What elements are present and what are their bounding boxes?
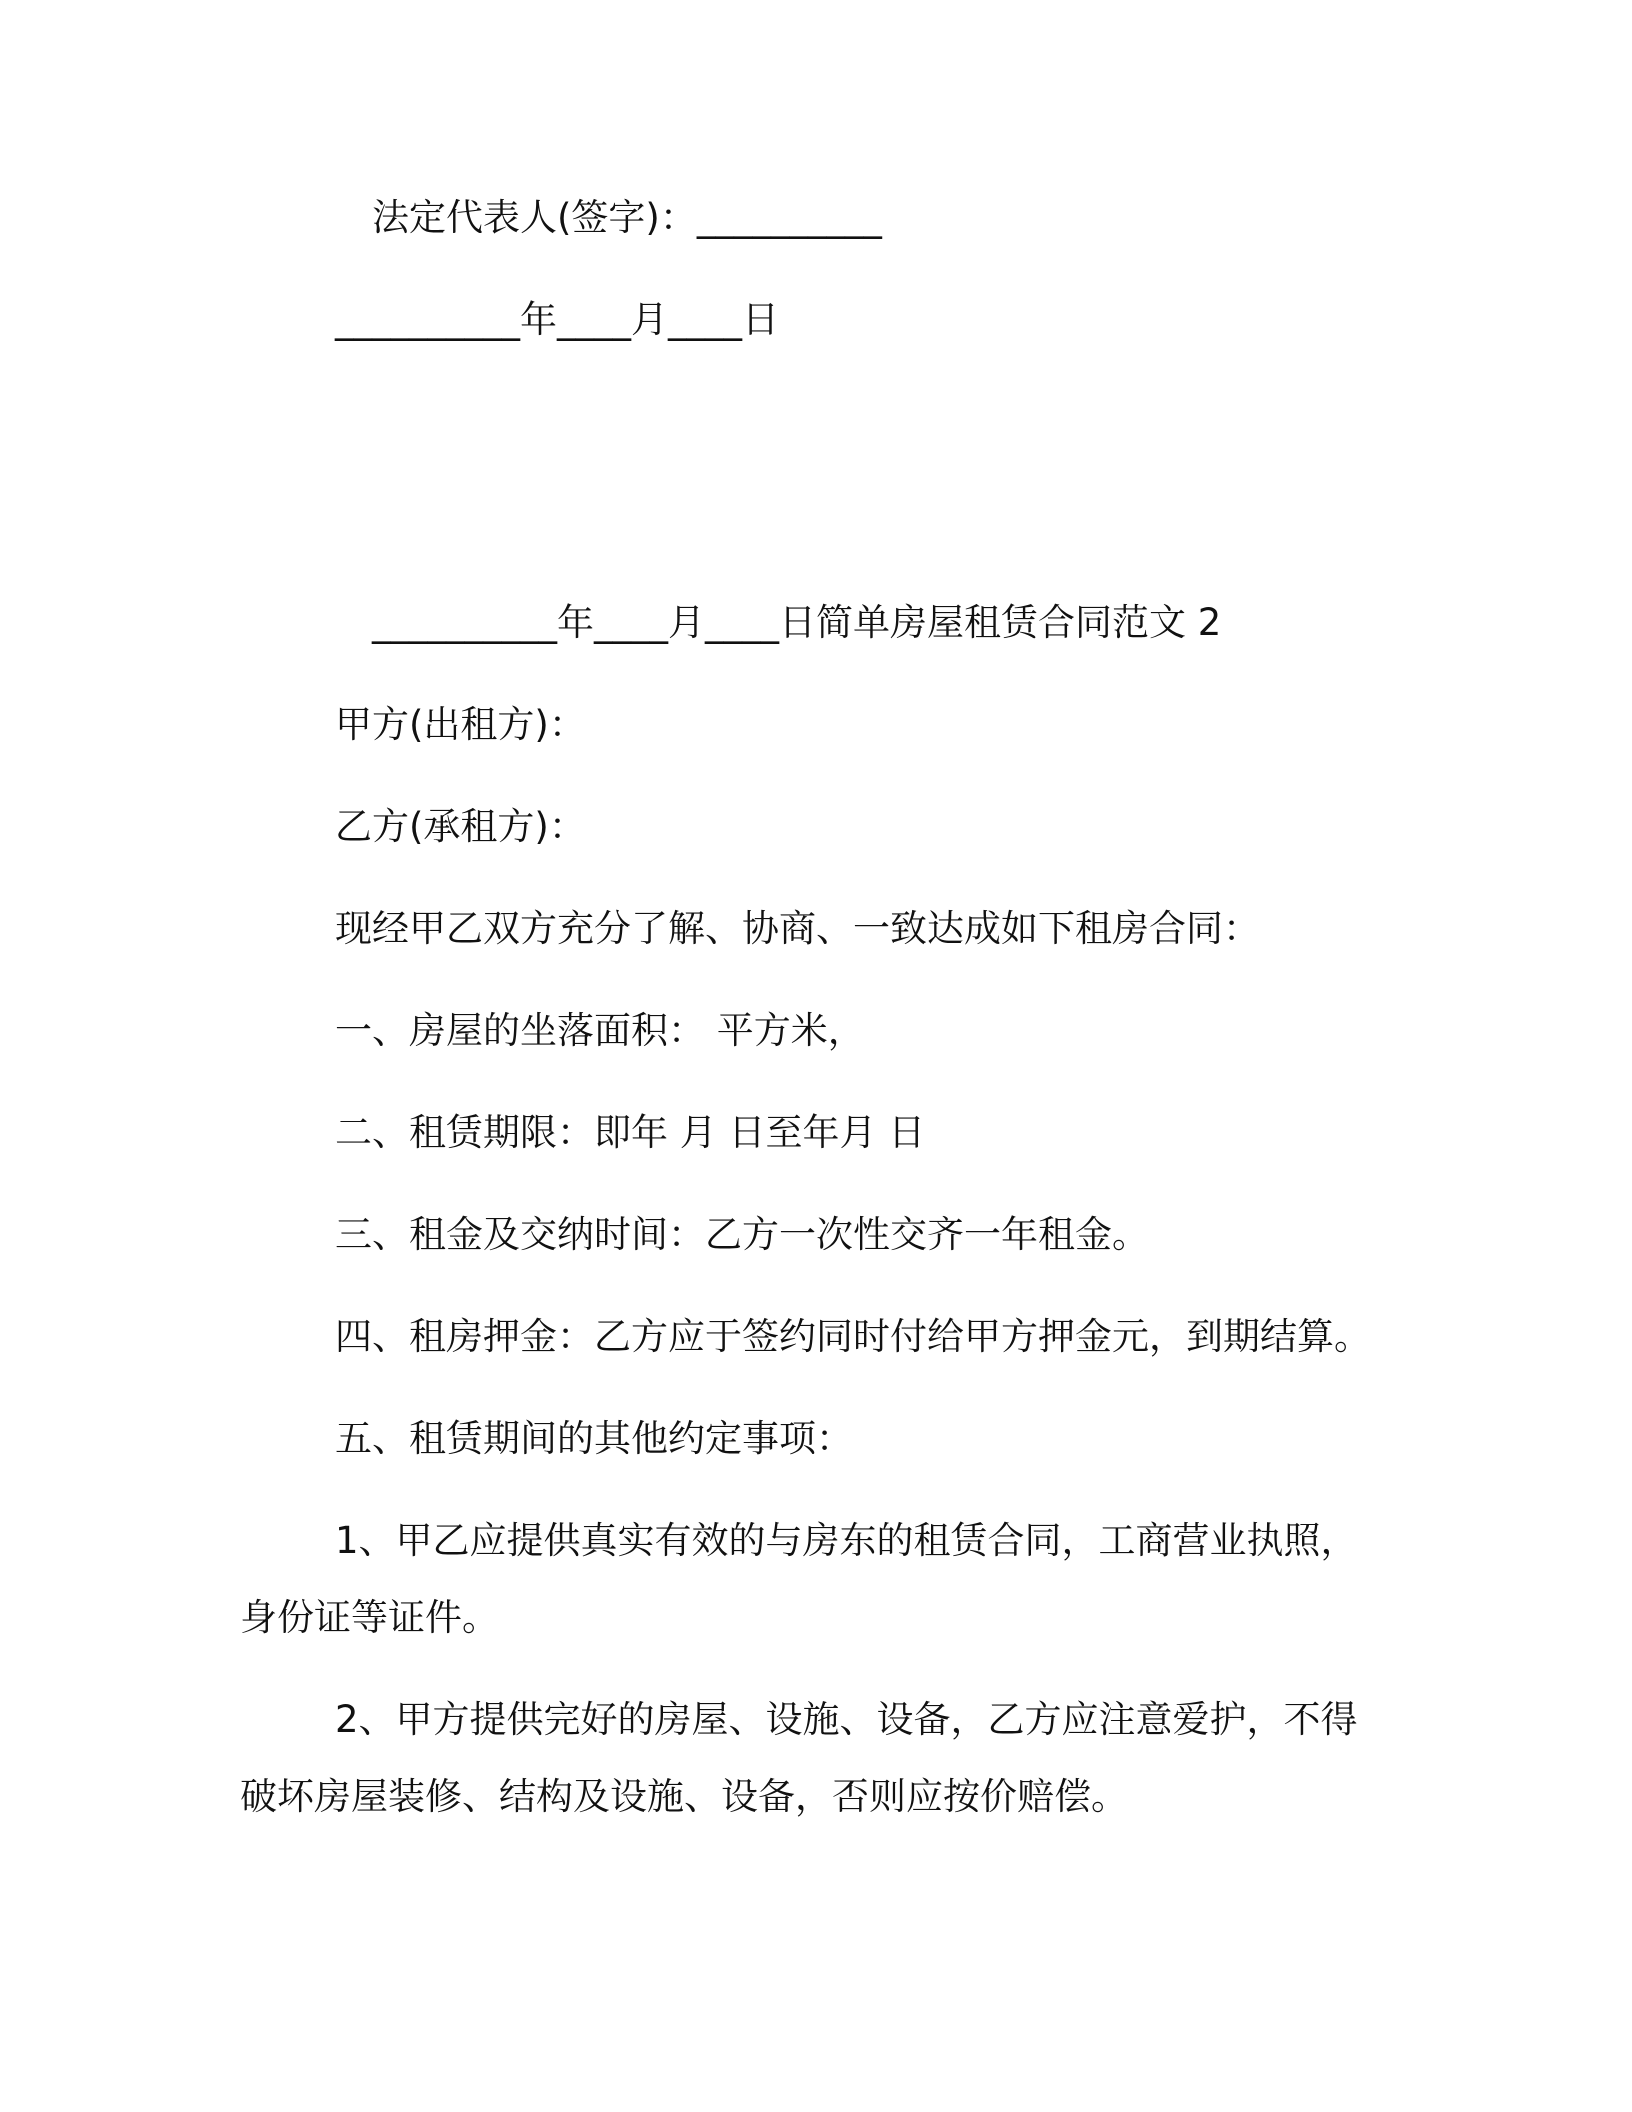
clause-5: 五、租赁期间的其他约定事项： [335,1417,853,1460]
contract-title: __________年____月____日简单房屋租赁合同范文 2 [372,601,1222,644]
party-b-label: 乙方(承租方)： [335,805,586,848]
clause-4: 四、租房押金：乙方应于签约同时付给甲方押金元，到期结算。 [335,1315,1371,1358]
clause-2: 二、租赁期限：即年 月 日至年月 日 [335,1111,926,1154]
party-a-label: 甲方(出租方)： [335,703,586,746]
item-2-line-2: 破坏房屋装修、结构及设施、设备，否则应按价赔偿。 [240,1775,1128,1818]
legal-representative-signature-line: 法定代表人(签字)：__________ [372,196,882,239]
signature-date-line: __________年____月____日 [335,298,779,341]
contract-intro: 现经甲乙双方充分了解、协商、一致达成如下租房合同： [335,907,1260,950]
item-1-line-2: 身份证等证件。 [240,1596,499,1639]
clause-1: 一、房屋的坐落面积： 平方米， [335,1009,865,1052]
clause-3: 三、租金及交纳时间：乙方一次性交齐一年租金。 [335,1213,1149,1256]
item-1-line-1: 1、甲乙应提供真实有效的与房东的租赁合同，工商营业执照， [335,1519,1358,1562]
item-2-line-1: 2、甲方提供完好的房屋、设施、设备，乙方应注意爱护，不得 [335,1698,1358,1741]
